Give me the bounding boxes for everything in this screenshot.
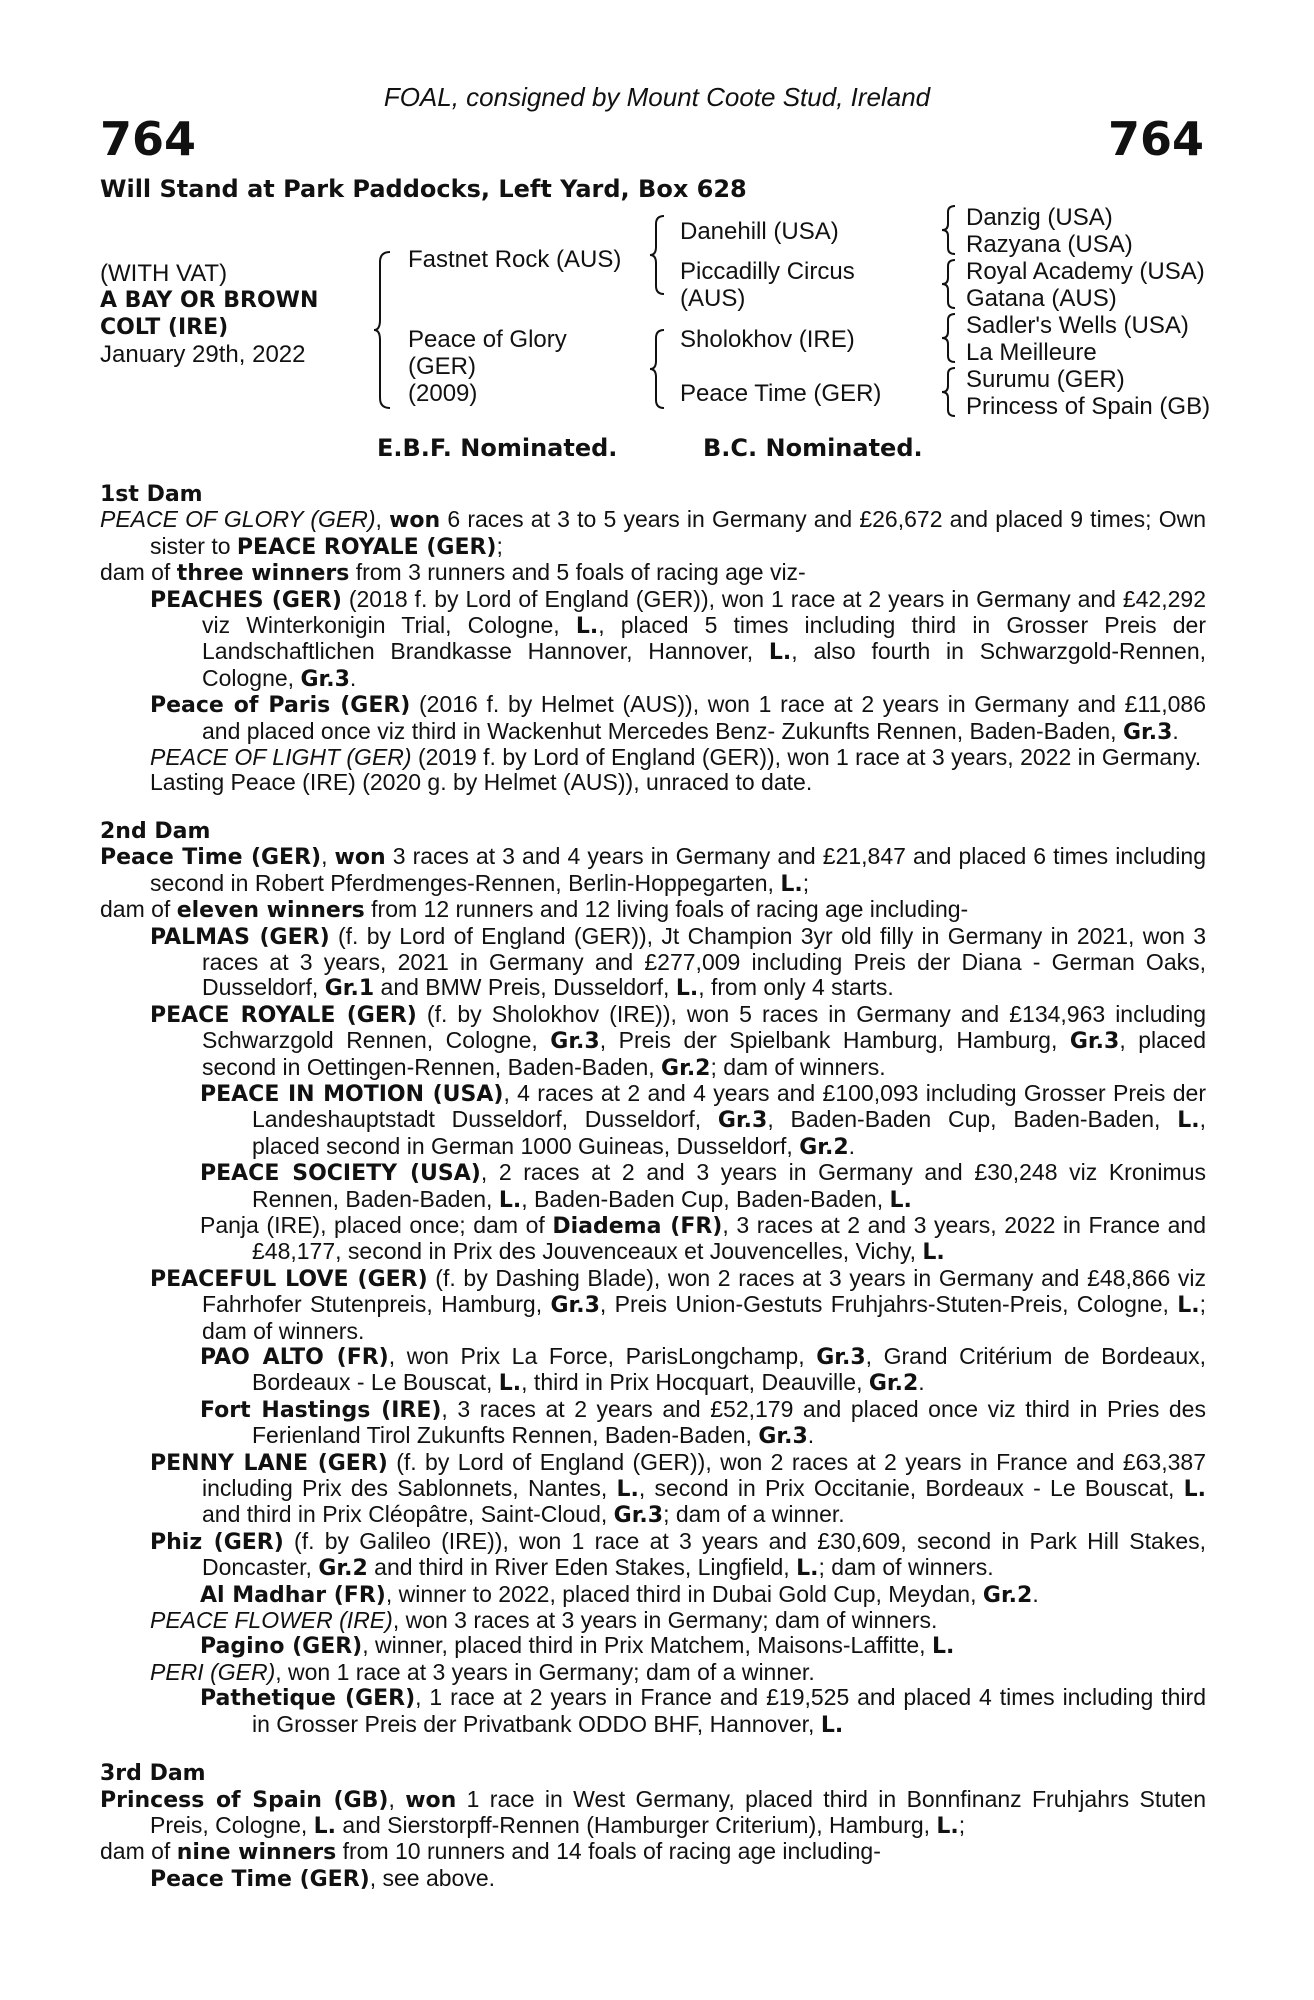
horse-name: Peace Time (GER) [150,1866,370,1892]
race-record: , won 1 race at 3 years in Germany; dam of a winner. [275,1658,815,1685]
race-record: , 1 race at 2 years in France and £19,525 and placed 4 times including third in Grosser Preis der Privatbank ODDO BHF, Hannover, [252,1684,1206,1737]
race-grade: L. [780,871,803,897]
ggp-4: Gatana (AUS) [966,285,1117,312]
race-record: , from only 4 starts. [698,974,894,1001]
pedigree-dam-year: (2009) [408,380,478,407]
won-label: won [405,1787,457,1813]
horse-name: Peace of Paris (GER) [150,693,411,719]
second-dam-intro: Peace Time (GER), won 3 races at 3 and 4 years in Germany and £21,847 and placed 6 times including second in Robert Pferdmenges-Rennen, Berlin-Hoppegarten, L.; [100,843,1206,897]
race-grade: L. [922,1240,945,1266]
dam-record: and Sierstorpff-Rennen (Hamburger Criterium), Hamburg, [336,1811,937,1838]
progeny-peri [100,1660,1206,1685]
progeny-pathetique [100,1685,1206,1738]
pedigree-dam [408,326,567,407]
dam-name: PEACE OF GLORY (GER) [100,506,376,533]
race-record: , 4 races at 2 and 4 years and £100,093 including Grosser Preis der Landeshauptstadt Dusseldorf, Dusseldorf, [252,1079,1206,1133]
punct: ; [958,1811,966,1838]
damof-pre: dam of [100,1838,177,1865]
race-grade: L. [820,1712,844,1738]
first-dam-damof [100,560,1206,586]
progeny-phiz [100,1529,1206,1582]
punct: . [1032,1580,1039,1607]
progeny-peaceful-love [100,1266,1206,1344]
race-record: (2020 g. by Helmet (AUS)), unraced to date. [355,769,813,796]
pedigree-brace-ggp2 [940,258,960,310]
third-dam-intro: Princess of Spain (GB), won 1 race in West Germany, placed third in Bonnfinanz Fruhjahrs Stuten Preis, Cologne, L. and Sierstorpff-Rennen (Hamburger Criterium), Hamburg, L.; [100,1785,1206,1839]
progeny-peace-royale [100,1002,1206,1081]
stand-location: Will Stand at Park Paddocks, Left Yard, Box 628 [100,175,747,203]
race-record: and third in Prix Cléopâtre, Saint-Cloud, [202,1501,614,1528]
horse-name: PEACE SOCIETY (USA) [200,1161,481,1187]
ggp-6: La Meilleure [966,339,1097,366]
catalogue-body [100,482,1206,1892]
horse-name: PEACE FLOWER (IRE) [150,1607,393,1634]
won-label: won [334,845,386,871]
pedigree-sire: Fastnet Rock (AUS) [408,246,622,273]
horse-name: Pathetique (GER) [200,1686,416,1712]
pedigree-brace-sire [648,214,670,296]
race-grade: L. [889,1187,912,1213]
race-grade: Gr.3 [1122,719,1173,745]
horse-name: PEACE OF LIGHT (GER) [150,744,412,771]
damof-post: from 12 runners and 12 living foals of racing age including- [364,896,969,923]
first-dam-intro: PEACE OF GLORY (GER), won 6 races at 3 to 5 years in Germany and £26,672 and placed 9 times; Own sister to PEACE ROYALE (GER); [100,506,1206,560]
race-record: , placed second in German 1000 Guineas, Dusseldorf, [252,1106,1206,1159]
progeny-pao-alto [100,1344,1206,1397]
vat-label: (WITH VAT) [100,260,228,287]
race-grade: Gr.3 [613,1503,664,1529]
race-grade: Gr.3 [816,1345,866,1370]
lot-number-right: 764 [1107,112,1204,166]
race-record: , 2 races at 2 and 3 years in Germany and £30,248 viz Kronimus Rennen, Baden-Baden, [252,1159,1206,1212]
race-record: , also fourth in Schwarzgold-Rennen, Cologne, [202,638,1207,691]
race-grade: L. [313,1813,337,1839]
race-grade: Gr.1 [324,976,375,1002]
horse-name: PEACE IN MOTION (USA) [200,1081,504,1107]
race-grade: L. [498,1371,522,1397]
ggp-5: Sadler's Wells (USA) [966,312,1189,339]
damof-pre: dam of [100,896,177,923]
consigned-by: FOAL, consigned by Mount Coote Stud, Ireland [383,82,931,112]
pedigree-sire-dam-country: (AUS) [680,285,746,312]
pedigree-dam-name: Peace of Glory [408,326,567,353]
pedigree-dam-country: (GER) [408,353,476,380]
pedigree-dam-dam: Peace Time (GER) [680,380,882,407]
damof-pre: dam of [100,559,177,586]
third-dam-damof [100,1839,1206,1865]
progeny-peace-of-light [100,745,1206,770]
race-grade: Gr.3 [300,666,350,692]
pedigree-dam-sire: Sholokhov (IRE) [680,326,855,353]
race-record: , won 3 races at 3 years in Germany; dam of winners. [392,1607,938,1634]
race-record: , 3 races at 2 and 3 years, 2022 in France and £48,177, second in Prix des Jouvenceaux et Jouvencelles, Vichy, [252,1211,1207,1265]
first-dam-heading: 1st Dam [100,482,203,507]
horse-name: Phiz (GER) [150,1529,284,1555]
pedigree-brace-ggp1 [940,204,960,256]
ggp-2: Razyana (USA) [966,231,1133,258]
race-record: , placed second in Oettingen-Rennen, Baden-Baden, [202,1027,1206,1080]
horse-name: Pagino (GER) [200,1634,363,1660]
pedigree-brace-ggp3 [940,312,960,364]
horse-name: Lasting Peace (IRE) [150,769,356,796]
dam-record: 3 races at 3 and 4 years in Germany and £21,847 and placed 6 times including second in Robert Pferdmenges-Rennen, Berlin-Hoppegarten, [150,843,1206,896]
race-grade: Gr.2 [799,1134,849,1160]
horse-name: PEACE ROYALE (GER) [150,1002,417,1028]
race-record: (f. by Galileo (IRE)), won 1 race at 3 years and £30,609, second in Park Hill Stakes, Doncaster, [202,1527,1206,1581]
ggp-3: Royal Academy (USA) [966,258,1205,285]
race-record: , Preis Union-Gestuts Fruhjahrs-Stuten-Preis, Cologne, [599,1291,1178,1318]
race-record: , winner to 2022, placed third in Dubai Gold Cup, Meydan, [385,1580,983,1607]
sister-name: PEACE ROYALE (GER) [236,534,497,560]
race-grade: Gr.2 [868,1371,919,1397]
race-record: ; dam of winners. [202,1291,1206,1344]
race-grade: L. [616,1477,639,1503]
progeny-peace-time [100,1866,1206,1892]
race-grade: L. [498,1187,522,1213]
pedigree-ggp [966,204,1210,420]
race-grade: L. [1183,1477,1206,1503]
race-grade: L. [1177,1293,1200,1319]
race-grade: Gr.2 [318,1556,368,1582]
progeny-peaches [100,587,1206,693]
race-grade: L. [575,614,599,640]
horse-name: PEACHES (GER) [150,587,342,613]
race-record: , placed 5 times including third in Grosser Preis der Landschaftlichen Brandkasse Hannover, Hannover, [202,612,1206,665]
race-record: (2016 f. by Helmet (AUS)), won 1 race at 2 years in Germany and £11,086 and placed once viz third in Wackenhut Mercedes Benz- Zukunfts Rennen, Baden-Baden, [202,691,1207,744]
race-record: and BMW Preis, Dusseldorf, [374,974,676,1001]
race-record: (2018 f. by Lord of England (GER)), won 1 race at 2 years in Germany and £42,292 viz Winterkonigin Trial, Cologne, [202,585,1206,639]
progeny-peace-society [100,1160,1206,1213]
progeny-panja [100,1213,1206,1266]
punct: . [918,1369,925,1396]
bc-nominated: B.C. Nominated. [703,434,923,462]
pedigree-brace-ggp4 [940,366,960,418]
race-grade: L. [1177,1108,1200,1134]
race-record: , Preis der Spielbank Hamburg, Hamburg, [599,1027,1070,1054]
dam-name: Princess of Spain (GB) [100,1787,389,1813]
horse-name: PALMAS (GER) [150,924,330,950]
race-record: , Baden-Baden Cup, Baden-Baden, [521,1185,890,1212]
third-dam-heading: 3rd Dam [100,1761,206,1787]
race-grade: Gr.2 [661,1055,711,1081]
progeny-penny-lane [100,1450,1206,1529]
winners-count: eleven winners [176,898,365,924]
race-grade: Gr.3 [717,1108,768,1134]
pedigree-brace-dam [648,328,670,410]
race-grade: L. [936,1813,959,1839]
race-record: (2019 f. by Lord of England (GER)), won 1 race at 3 years, 2022 in Germany. [411,744,1202,771]
progeny-fort-hastings [100,1397,1206,1450]
progeny-peace-of-paris [100,692,1206,745]
progeny-peace-in-motion [100,1081,1206,1160]
horse-name: PAO ALTO (FR) [200,1345,389,1370]
race-grade: L. [931,1634,955,1660]
race-record: ; dam of winners. [710,1053,886,1080]
race-record: (f. by Lord of England (GER)), Jt Champion 3yr old filly in Germany in 2021, won 3 races at 3 years, 2021 in Germany and £277,009 including Preis der Diana - German Oaks, Dusseldorf, [202,922,1206,1001]
progeny-al-madhar [100,1582,1206,1608]
race-record: ; dam of a winner. [663,1501,845,1528]
race-record: (f. by Dashing Blade), won 2 races at 3 years in Germany and £48,866 viz Fahrhofer Stutenpreis, Hamburg, [202,1264,1206,1318]
foal-dob: January 29th, 2022 [100,341,306,368]
foal-colour: A BAY OR BROWN [100,288,319,313]
winners-count: three winners [176,561,350,587]
race-record: , third in Prix Hocquart, Deauville, [521,1369,869,1396]
dam-record: 1 race in West Germany, placed third in Bonnfinanz Fruhjahrs Stuten Preis, Cologne, [150,1785,1206,1838]
punct: . [349,664,357,691]
second-dam-heading: 2nd Dam [100,818,211,844]
race-record: , Baden-Baden Cup, Baden-Baden, [767,1106,1178,1133]
race-record: , second in Prix Occitanie, Bordeaux - Le Bouscat, [638,1475,1184,1502]
ebf-nominated: E.B.F. Nominated. [377,434,618,462]
winners-count: nine winners [176,1840,337,1866]
race-grade: Gr.2 [982,1582,1033,1608]
race-grade: Gr.3 [550,1293,600,1319]
race-record: , won Prix La Force, ParisLongchamp, [388,1343,817,1369]
horse-name: Al Madhar (FR) [200,1582,386,1608]
race-record: , Grand Critérium de Bordeaux, Bordeaux - Le Bouscat, [252,1343,1207,1396]
race-record: , 3 races at 2 years and £52,179 and placed once viz third in Pries des Ferienland Tirol Zukunfts Rennen, Baden-Baden, [252,1395,1206,1449]
punct: . [1172,717,1179,744]
horse-name: PERI (GER) [150,1658,276,1685]
horse-name: PEACEFUL LOVE (GER) [150,1266,428,1292]
won-label: won [389,508,441,534]
race-grade: Gr.3 [550,1029,600,1055]
race-record: (f. by Sholokhov (IRE)), won 5 races in Germany and £134,963 including Schwarzgold Rennen, Cologne, [202,1000,1206,1054]
damof-post: from 3 runners and 5 foals of racing age viz- [349,559,806,586]
ggp-7: Surumu (GER) [966,366,1125,393]
damof-post: from 10 runners and 14 foals of racing age including- [336,1838,881,1865]
race-grade: L. [768,640,792,666]
race-grade: Gr.3 [758,1424,808,1450]
ggp-1: Danzig (USA) [966,204,1113,231]
ggp-8: Princess of Spain (GB) [966,393,1211,420]
progeny-peace-flower [100,1608,1206,1633]
race-grade: L. [675,976,699,1002]
race-record: , see above. [369,1864,496,1891]
race-record: and third in River Eden Stakes, Lingfield, [367,1554,797,1581]
horse-name: Fort Hastings (IRE) [200,1397,442,1423]
second-dam-damof [100,897,1206,923]
race-grade: Gr.3 [1069,1029,1120,1055]
foal-description [100,260,318,368]
punct: . [848,1132,856,1159]
progeny-palmas [100,924,1206,1002]
race-record: Panja (IRE), placed once; dam of [200,1211,553,1238]
race-record: (f. by Lord of England (GER)), won 2 races at 2 years in France and £63,387 including Prix des Sablonnets, Nantes, [202,1448,1206,1502]
race-record: ; dam of winners. [818,1554,994,1581]
pedigree-sire-dam-name: Piccadilly Circus [680,258,855,285]
dam-record: 6 races at 3 to 5 years in Germany and £26,672 and placed 9 times; Own sister to [150,506,1206,559]
pedigree-sire-dam [680,258,855,312]
punct: . [807,1422,815,1449]
progeny-pagino [100,1633,1206,1659]
lot-number-left: 764 [100,112,197,166]
pedigree-brace-main [372,250,396,410]
punct: ; [496,532,503,559]
horse-name: Diadema (FR) [552,1213,723,1239]
race-grade: L. [796,1556,819,1582]
pedigree-sire-sire: Danehill (USA) [680,218,839,245]
progeny-lasting-peace [100,770,1206,795]
foal-sex: COLT (IRE) [100,315,229,340]
race-record: , winner, placed third in Prix Matchem, Maisons-Laffitte, [362,1632,932,1659]
punct: ; [802,869,810,896]
dam-name: Peace Time (GER) [100,845,322,871]
horse-name: PENNY LANE (GER) [150,1450,388,1476]
